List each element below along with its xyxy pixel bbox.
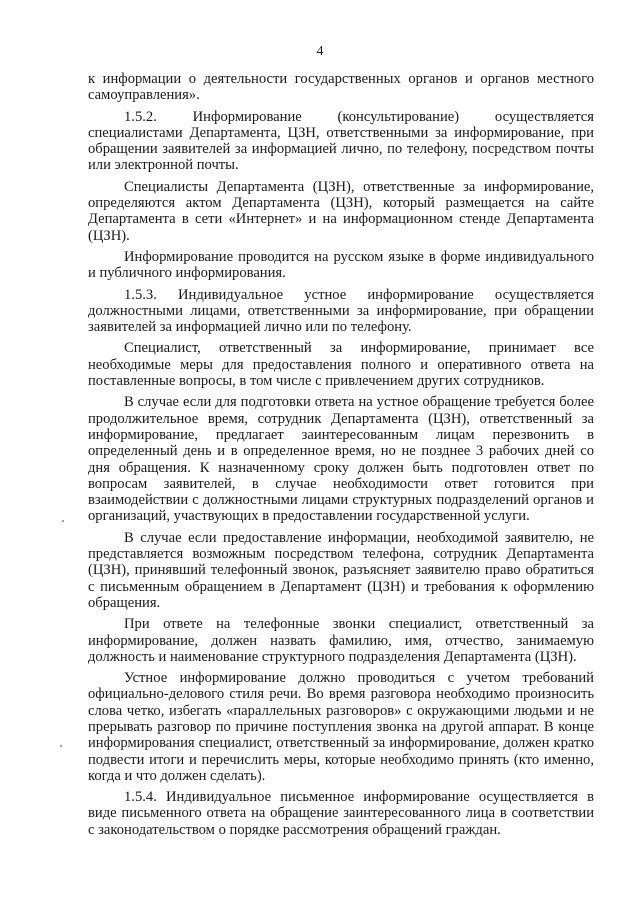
paragraph: При ответе на телефонные звонки специалист, ответственный за информирование, должен назвать фамилию, имя, отчество, занимаемую должность и наименование структурного подразделения Департамента (ЦЗН). — [88, 616, 594, 665]
paragraph: Специалист, ответственный за информирование, принимает все необходимые меры для предоставления полного и оперативного ответа на поставленные вопросы, в том числе с привлечением других сотрудников. — [88, 340, 594, 390]
scan-speck — [60, 745, 62, 747]
paragraph: к информации о деятельности государственных органов и органов местного самоуправления». — [88, 71, 594, 104]
paragraph: 1.5.3. Индивидуальное устное информирование осуществляется должностными лицами, ответственными за информирование, при обращении заявителей за информацией лично или по телефону. — [88, 286, 594, 336]
paragraph: В случае если для подготовки ответа на устное обращение требуется более продолжительное время, сотрудник Департамента (ЦЗН), ответственный за информирование, предлагает заинтересованным лицам перезвонить в определенный день и в определенное время, но не позднее 3 рабочих дней со дня обращения. К назначенному сроку должен быть подготовлен ответ по вопросам заявителей, в случае необходимости ответ готовится при взаимодействии с должностными лицами структурных подразделений органов и организаций, участвующих в предоставлении государственной услуги. — [88, 394, 594, 525]
document-body — [88, 71, 594, 843]
paragraph: Устное информирование должно проводиться с учетом требований официально-делового стиля речи. Во время разговора необходимо произносить слова четко, избегать «параллельных разговоров» с окружающими людьми и не прерывать разговор по причине поступления звонка на другой аппарат. В конце информирования специалист, ответственный за информирование, должен кратко подвести итоги и перечислить меры, которые необходимо принять (кто именно, когда и что должен сделать). — [88, 670, 594, 784]
page-number: 4 — [316, 44, 324, 59]
paragraph: 1.5.4. Индивидуальное письменное информирование осуществляется в виде письменного ответа на обращение заинтересованного лица в соответствии с законодательством о порядке рассмотрения обращений граждан. — [88, 789, 594, 838]
paragraph: 1.5.2. Информирование (консультирование) осуществляется специалистами Департамента, ЦЗН, ответственными за информирование, при обращении заявителей за информацией лично, по телефону, посредством почты или электронной почты. — [88, 108, 594, 174]
paragraph: В случае если предоставление информации, необходимой заявителю, не представляется возможным посредством телефона, сотрудник Департамента (ЦЗН), принявший телефонный звонок, разъясняет заявителю право обратиться с письменным обращением в Департамент (ЦЗН) и требования к оформлению обращения. — [88, 529, 594, 611]
paragraph: Информирование проводится на русском языке в форме индивидуального и публичного информирования. — [88, 248, 594, 282]
paragraph: Специалисты Департамента (ЦЗН), ответственные за информирование, определяются актом Департамента (ЦЗН), который размещается на сайте Департамента в сети «Интернет» и на информационном стенде Департамента (ЦЗН). — [88, 178, 594, 244]
scan-speck — [62, 520, 64, 522]
